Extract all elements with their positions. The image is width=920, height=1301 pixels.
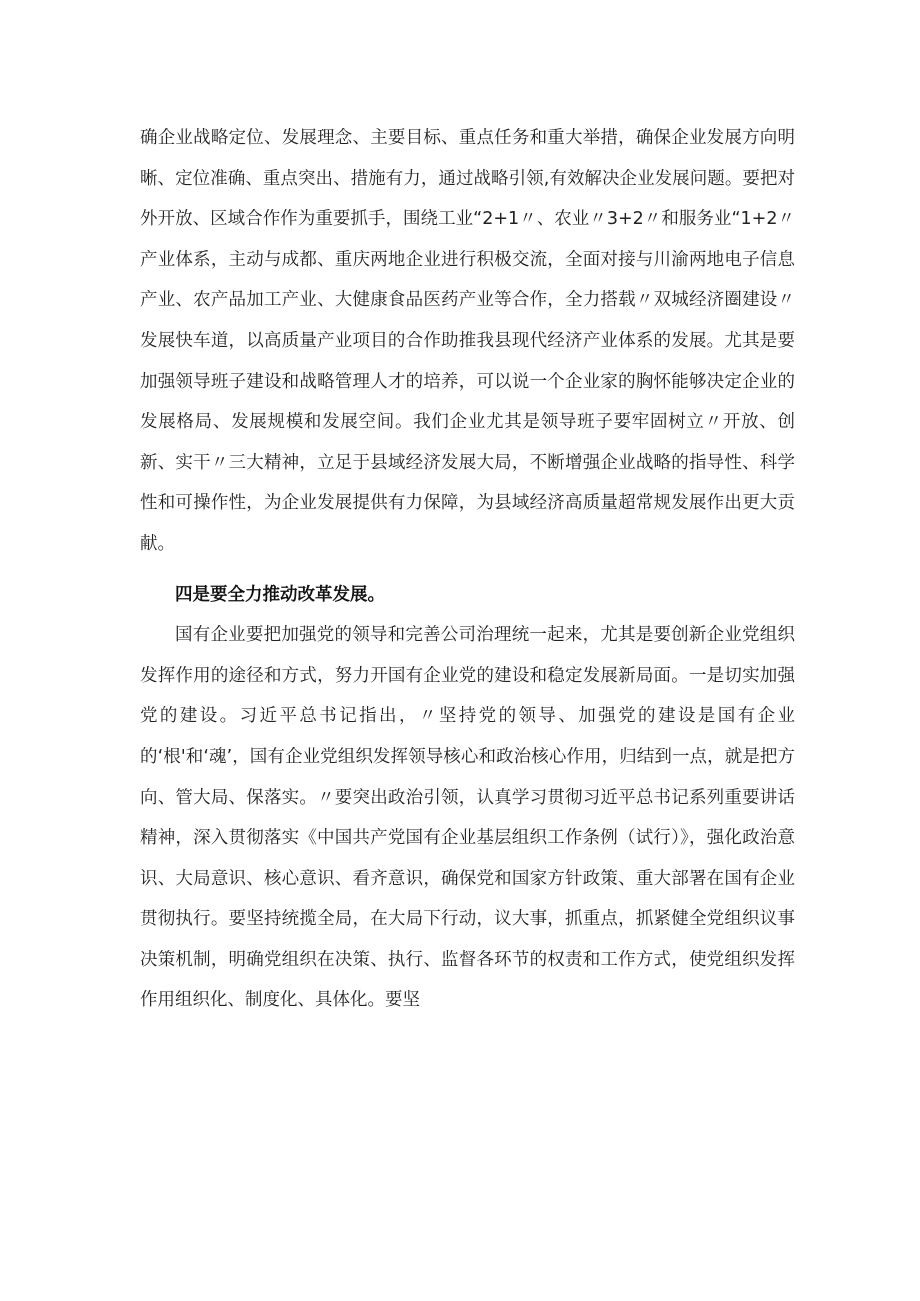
body-paragraph: 国有企业要把加强党的领导和完善公司治理统一起来，尤其是要创新企业党组织发挥作用的途径和方式，努力开国有企业党的建设和稳定发展新局面。一是切实加强党的建设。习近平总书记指出，〃坚持党的领导、加强党的建设是国有企业的‘根'和‘魂’，国有企业党组织发挥领导核心和政治核心作用，归结到一点，就是把方向、管大局、保落实。〃要突出政治引领，认真学习贯彻习近平总书记系列重要讲话精神，深入贯彻落实《中国共产党国有企业基层组织工作条例（试行）》，强化政治意识、大局意识、核心意识、看齐意识，确保党和国家方针政策、重大部署在国有企业贯彻执行。要坚持统揽全局，在大局下行动，议大事，抓重点，抓紧健全党组织议事决策机制，明确党组织在决策、执行、监督各环节的权责和工作方式，使党组织发挥作用组织化、制度化、具体化。要坚: [140, 625, 795, 1011]
section-heading: 四是要全力推动改革发展。: [175, 584, 385, 605]
document-body: [140, 118, 795, 1021]
body-paragraph: 确企业战略定位、发展理念、主要目标、重点任务和重大举措，确保企业发展方向明晰、定位准确、重点突出、措施有力，通过战略引领,有效解决企业发展问题。要把对外开放、区域合作作为重要抓手，围绕工业“2+1〃、农业〃3+2〃和服务业“1+2〃产业体系，主动与成都、重庆两地企业进行积极交流，全面对接与川渝两地电子信息产业、农产品加工产业、大健康食品医药产业等合作，全力搭载〃双城经济圈建设〃发展快车道，以高质量产业项目的合作助推我县现代经济产业体系的发展。尤其是要加强领导班子建设和战略管理人才的培养，可以说一个企业家的胸怀能够决定企业的发展格局、发展规模和发展空间。我们企业尤其是领导班子要牢固树立〃开放、创新、实干〃三大精神，立足于县域经济发展大局，不断增强企业战略的指导性、科学性和可操作性，为企业发展提供有力保障，为县域经济高质量超常规发展作出更大贡献。: [140, 128, 795, 554]
